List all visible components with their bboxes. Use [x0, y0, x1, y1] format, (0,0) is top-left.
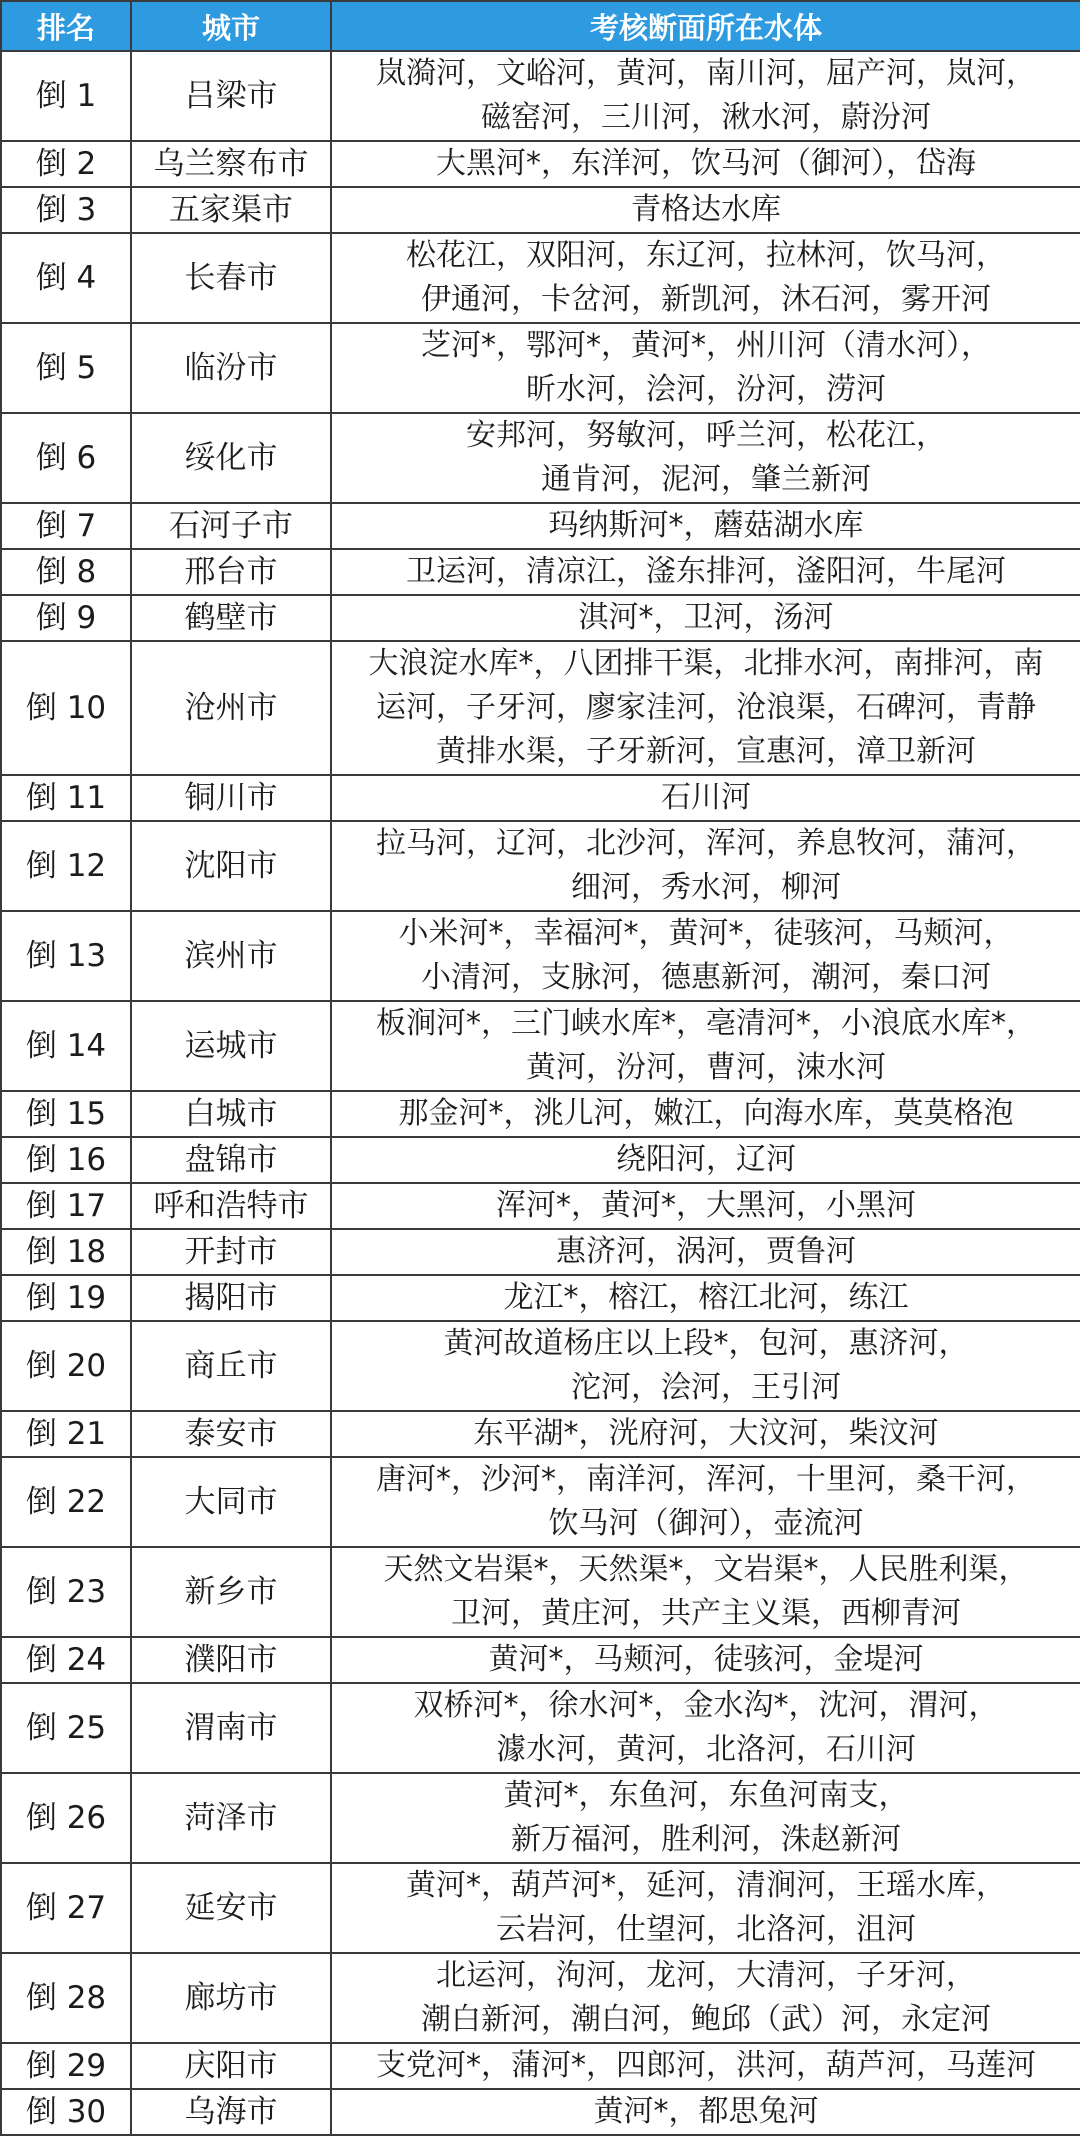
table-row [1, 1863, 1080, 1953]
water-bodies-cell [331, 775, 1080, 821]
water-bodies-line: 板涧河*，三门峡水库*，亳清河*，小浪底水库*， [376, 1006, 1036, 1041]
city-cell: 鹤壁市 [131, 595, 331, 641]
rank-cell: 倒 7 [1, 503, 131, 549]
rank-cell: 倒 1 [1, 51, 131, 141]
header-city: 城市 [131, 1, 331, 51]
water-bodies-cell [331, 1001, 1080, 1091]
rank-cell: 倒 4 [1, 233, 131, 323]
table-row [1, 2089, 1080, 2135]
water-bodies-line: 双桥河*，徐水河*，金水沟*，沈河，渭河， [413, 1688, 999, 1723]
table-row [1, 1411, 1080, 1457]
city-cell: 铜川市 [131, 775, 331, 821]
city-cell: 新乡市 [131, 1547, 331, 1637]
water-bodies-cell [331, 1863, 1080, 1953]
table-row [1, 141, 1080, 187]
water-bodies-cell [331, 549, 1080, 595]
city-cell: 石河子市 [131, 503, 331, 549]
rank-cell: 倒 10 [1, 641, 131, 775]
water-bodies-cell [331, 1773, 1080, 1863]
rank-cell: 倒 14 [1, 1001, 131, 1091]
header-row [1, 1, 1080, 51]
table-row [1, 1229, 1080, 1275]
city-cell: 泰安市 [131, 1411, 331, 1457]
table-row [1, 1183, 1080, 1229]
water-bodies-line: 卫河，黄庄河，共产主义渠，西柳青河 [451, 1596, 961, 1631]
water-bodies-line: 青格达水库 [631, 192, 781, 227]
city-cell: 廊坊市 [131, 1953, 331, 2043]
table-row [1, 1547, 1080, 1637]
water-bodies-line: 龙江*，榕江，榕江北河，练江 [503, 1280, 909, 1315]
water-bodies-cell [331, 1091, 1080, 1137]
table-row [1, 51, 1080, 141]
water-bodies-line: 小清河，支脉河，德惠新河，潮河，秦口河 [421, 960, 991, 995]
rank-cell: 倒 20 [1, 1321, 131, 1411]
rank-cell: 倒 30 [1, 2089, 131, 2135]
water-bodies-line: 淇河*，卫河，汤河 [578, 600, 834, 635]
water-bodies-line: 东平湖*，洸府河，大汶河，柴汶河 [473, 1416, 939, 1451]
table-row [1, 775, 1080, 821]
city-cell: 滨州市 [131, 911, 331, 1001]
water-bodies-line: 昕水河，浍河，汾河，涝河 [526, 372, 886, 407]
water-bodies-line: 饮马河（御河），壶流河 [548, 1506, 864, 1541]
water-bodies-cell [331, 1637, 1080, 1683]
table-row [1, 641, 1080, 775]
water-bodies-cell [331, 233, 1080, 323]
water-bodies-line: 通肯河，泥河，肇兰新河 [541, 462, 871, 497]
city-cell: 沧州市 [131, 641, 331, 775]
table-row [1, 1683, 1080, 1773]
rank-cell: 倒 15 [1, 1091, 131, 1137]
water-bodies-line: 芝河*，鄂河*，黄河*，州川河（清水河）， [421, 328, 991, 363]
city-cell: 吕梁市 [131, 51, 331, 141]
rank-cell: 倒 23 [1, 1547, 131, 1637]
water-bodies-cell [331, 323, 1080, 413]
city-cell: 菏泽市 [131, 1773, 331, 1863]
water-bodies-cell [331, 1683, 1080, 1773]
header-rank: 排名 [1, 1, 131, 51]
water-bodies-line: 唐河*，沙河*，南洋河，浑河，十里河，桑干河， [376, 1462, 1036, 1497]
water-bodies-cell [331, 1183, 1080, 1229]
city-cell: 延安市 [131, 1863, 331, 1953]
city-cell: 商丘市 [131, 1321, 331, 1411]
rank-cell: 倒 24 [1, 1637, 131, 1683]
water-bodies-line: 惠济河，涡河，贾鲁河 [556, 1234, 856, 1269]
water-bodies-line: 绕阳河，辽河 [616, 1142, 796, 1177]
table-row [1, 323, 1080, 413]
water-bodies-line: 玛纳斯河*，蘑菇湖水库 [548, 508, 864, 543]
water-bodies-line: 新万福河，胜利河，洙赵新河 [511, 1822, 901, 1857]
water-bodies-line: 黄河，汾河，曹河，涑水河 [526, 1050, 886, 1085]
water-bodies-cell [331, 1457, 1080, 1547]
water-bodies-line: 小米河*，幸福河*，黄河*，徒骇河，马颊河， [398, 916, 1014, 951]
water-bodies-cell [331, 1229, 1080, 1275]
water-bodies-line: 沱河，浍河，王引河 [571, 1370, 841, 1405]
water-bodies-cell [331, 1275, 1080, 1321]
city-cell: 庆阳市 [131, 2043, 331, 2089]
city-cell: 渭南市 [131, 1683, 331, 1773]
rank-cell: 倒 29 [1, 2043, 131, 2089]
water-bodies-line: 浑河*，黄河*，大黑河，小黑河 [496, 1188, 916, 1223]
rank-cell: 倒 6 [1, 413, 131, 503]
rank-cell: 倒 27 [1, 1863, 131, 1953]
rank-cell: 倒 21 [1, 1411, 131, 1457]
water-bodies-cell [331, 641, 1080, 775]
water-bodies-line: 细河，秀水河，柳河 [571, 870, 841, 905]
rank-cell: 倒 28 [1, 1953, 131, 2043]
water-bodies-line: 拉马河，辽河，北沙河，浑河，养息牧河，蒲河， [376, 826, 1036, 861]
city-cell: 长春市 [131, 233, 331, 323]
water-bodies-line: 黄河*，东鱼河，东鱼河南支， [503, 1778, 909, 1813]
rank-cell: 倒 9 [1, 595, 131, 641]
city-cell: 乌海市 [131, 2089, 331, 2135]
water-bodies-line: 大黑河*，东洋河，饮马河（御河），岱海 [436, 146, 976, 181]
water-bodies-line: 磁窑河，三川河，湫水河，蔚汾河 [481, 100, 931, 135]
table-row [1, 1773, 1080, 1863]
city-cell: 邢台市 [131, 549, 331, 595]
rank-cell: 倒 3 [1, 187, 131, 233]
table-row [1, 1137, 1080, 1183]
water-bodies-cell [331, 51, 1080, 141]
city-cell: 盘锦市 [131, 1137, 331, 1183]
water-bodies-line: 黄河*，都思兔河 [593, 2094, 819, 2129]
city-cell: 揭阳市 [131, 1275, 331, 1321]
water-bodies-cell [331, 187, 1080, 233]
water-bodies-cell [331, 1953, 1080, 2043]
rank-cell: 倒 16 [1, 1137, 131, 1183]
table-row [1, 187, 1080, 233]
rank-cell: 倒 11 [1, 775, 131, 821]
water-bodies-line: 石川河 [661, 780, 751, 815]
water-bodies-cell [331, 1137, 1080, 1183]
water-bodies-line: 那金河*，洮儿河，嫩江，向海水库，莫莫格泡 [398, 1096, 1014, 1131]
water-bodies-cell [331, 141, 1080, 187]
city-cell: 白城市 [131, 1091, 331, 1137]
header-water: 考核断面所在水体 [331, 1, 1080, 51]
water-bodies-line: 黄排水渠，子牙新河，宣惠河，漳卫新河 [436, 734, 976, 769]
table-row [1, 1321, 1080, 1411]
water-bodies-line: 北运河，泃河，龙河，大清河，子牙河， [436, 1958, 976, 1993]
city-cell: 开封市 [131, 1229, 331, 1275]
rank-cell: 倒 12 [1, 821, 131, 911]
water-bodies-line: 黄河故道杨庄以上段*，包河，惠济河， [443, 1326, 969, 1361]
table-row [1, 1953, 1080, 2043]
table-row [1, 1457, 1080, 1547]
water-bodies-line: 安邦河，努敏河，呼兰河，松花江， [466, 418, 946, 453]
water-bodies-cell [331, 413, 1080, 503]
water-bodies-line: 松花江，双阳河，东辽河，拉林河，饮马河， [406, 238, 1006, 273]
water-bodies-line: 卫运河，清凉江，滏东排河，滏阳河，牛尾河 [406, 554, 1006, 589]
rank-cell: 倒 5 [1, 323, 131, 413]
water-bodies-line: 天然文岩渠*，天然渠*，文岩渠*，人民胜利渠， [383, 1552, 1029, 1587]
water-bodies-line: 黄河*，马颊河，徒骇河，金堤河 [488, 1642, 924, 1677]
rank-cell: 倒 22 [1, 1457, 131, 1547]
table-row [1, 503, 1080, 549]
table-row [1, 595, 1080, 641]
rank-cell: 倒 19 [1, 1275, 131, 1321]
water-bodies-cell [331, 1547, 1080, 1637]
water-bodies-cell [331, 1411, 1080, 1457]
water-bodies-cell [331, 911, 1080, 1001]
rank-cell: 倒 8 [1, 549, 131, 595]
table-row [1, 2043, 1080, 2089]
rank-cell: 倒 2 [1, 141, 131, 187]
water-bodies-line: 潮白新河，潮白河，鲍邱（武）河，永定河 [421, 2002, 991, 2037]
table-row [1, 821, 1080, 911]
water-bodies-line: 大浪淀水库*，八团排干渠，北排水河，南排河，南 [368, 646, 1044, 681]
city-cell: 呼和浩特市 [131, 1183, 331, 1229]
water-bodies-line: 云岩河，仕望河，北洛河，沮河 [496, 1912, 916, 1947]
table-row [1, 911, 1080, 1001]
rank-cell: 倒 25 [1, 1683, 131, 1773]
rank-cell: 倒 18 [1, 1229, 131, 1275]
city-cell: 大同市 [131, 1457, 331, 1547]
table-row [1, 549, 1080, 595]
city-cell: 临汾市 [131, 323, 331, 413]
water-bodies-cell [331, 503, 1080, 549]
table-row [1, 1275, 1080, 1321]
table-row [1, 1637, 1080, 1683]
water-bodies-cell [331, 595, 1080, 641]
rank-cell: 倒 13 [1, 911, 131, 1001]
water-bodies-cell [331, 2043, 1080, 2089]
water-bodies-line: 岚漪河，文峪河，黄河，南川河，屈产河，岚河， [376, 56, 1036, 91]
water-bodies-line: 澽水河，黄河，北洛河，石川河 [496, 1732, 916, 1767]
water-bodies-line: 运河，子牙河，廖家洼河，沧浪渠，石碑河，青静 [376, 690, 1036, 725]
table-row [1, 1091, 1080, 1137]
water-bodies-cell [331, 821, 1080, 911]
water-bodies-line: 伊通河，卡岔河，新凯河，沐石河，雾开河 [421, 282, 991, 317]
rank-cell: 倒 17 [1, 1183, 131, 1229]
city-cell: 运城市 [131, 1001, 331, 1091]
water-bodies-line: 支党河*，蒲河*，四郎河，洪河，葫芦河，马莲河 [376, 2048, 1036, 2083]
city-cell: 沈阳市 [131, 821, 331, 911]
city-cell: 绥化市 [131, 413, 331, 503]
table-row [1, 233, 1080, 323]
city-cell: 乌兰察布市 [131, 141, 331, 187]
rank-cell: 倒 26 [1, 1773, 131, 1863]
table-row [1, 1001, 1080, 1091]
table-row [1, 413, 1080, 503]
water-bodies-cell [331, 1321, 1080, 1411]
city-cell: 濮阳市 [131, 1637, 331, 1683]
water-bodies-cell [331, 2089, 1080, 2135]
city-cell: 五家渠市 [131, 187, 331, 233]
water-bodies-line: 黄河*，葫芦河*，延河，清涧河，王瑶水库， [406, 1868, 1006, 1903]
